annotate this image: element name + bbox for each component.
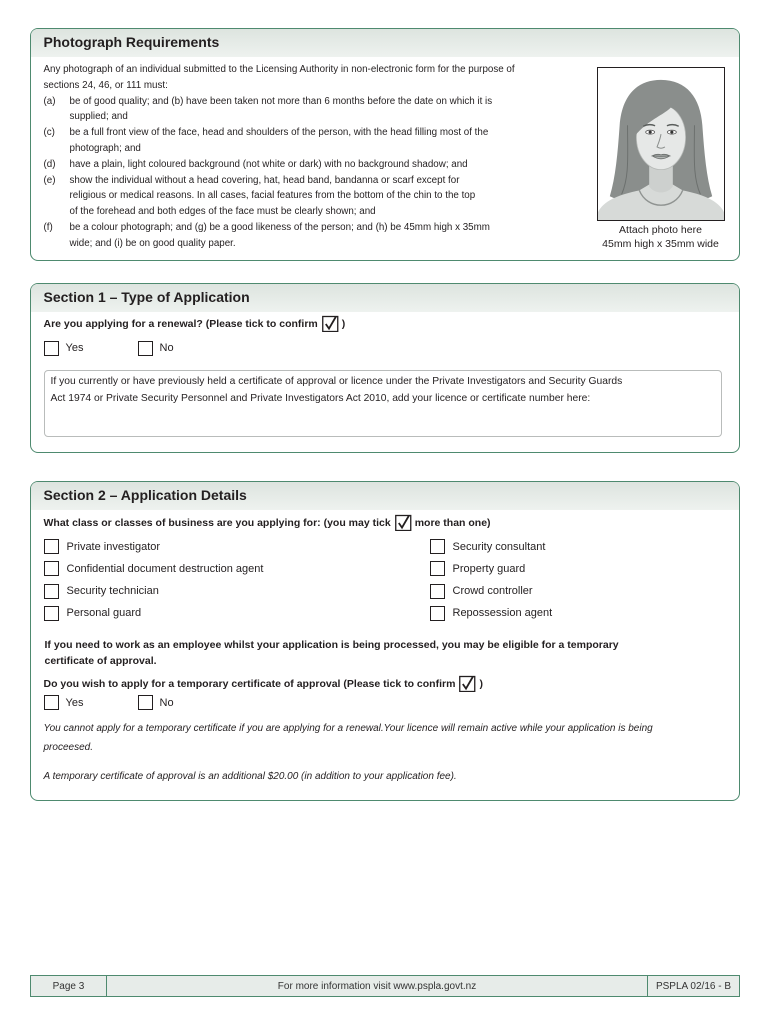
checkbox-label: Yes xyxy=(65,696,84,709)
requirement-item-c xyxy=(44,125,589,157)
page-footer xyxy=(30,975,740,997)
checkbox-label: Security consultant xyxy=(452,540,546,553)
option-no xyxy=(138,341,174,356)
panel-header xyxy=(31,482,739,510)
list-item xyxy=(44,558,264,580)
notice-line: If you need to work as an employee whilst your application is being processed, you may be eligible for a temporary xyxy=(44,638,619,651)
requirement-line: be a colour photograph; and (g) be a good likeness of the person; and (h) be 45mm high x 35mm xyxy=(69,221,490,233)
requirement-line: have a plain, light coloured background (not white or dark) with no background shadow; and xyxy=(69,158,468,170)
business-class-question xyxy=(44,514,491,532)
note-line: proceesed. xyxy=(43,742,93,753)
checkbox-security-technician[interactable] xyxy=(44,584,59,599)
item-label: (a) xyxy=(43,95,56,107)
checkbox-temporary-no[interactable] xyxy=(138,695,153,710)
list-item xyxy=(44,602,264,624)
list-item xyxy=(430,602,553,624)
tick-box-icon xyxy=(459,675,476,692)
photograph-requirements-panel xyxy=(30,28,740,261)
notice-line: certificate of approval. xyxy=(44,654,157,667)
checkbox-label: Private investigator xyxy=(66,540,161,553)
section-title: Section 1 – Type of Application xyxy=(43,289,250,305)
iris-left xyxy=(648,130,651,133)
checkbox-label: Repossession agent xyxy=(452,607,553,620)
checkbox-temporary-yes[interactable] xyxy=(44,695,59,710)
licence-number-field[interactable] xyxy=(44,370,722,437)
requirement-line: supplied; and xyxy=(69,111,128,123)
item-label: (f) xyxy=(43,221,53,233)
intro-line: Any photograph of an individual submitted to the Licensing Authority in non-electronic form for the purpose of xyxy=(43,64,515,75)
checkbox-label: Yes xyxy=(65,342,84,354)
checkbox-label: Personal guard xyxy=(66,607,142,620)
requirement-item-d xyxy=(44,157,589,173)
section-1-panel xyxy=(30,283,740,453)
temporary-certificate-question xyxy=(44,675,483,693)
photo-caption xyxy=(591,223,731,251)
photo-caption-line: 45mm high x 35mm wide xyxy=(602,238,719,250)
business-class-options xyxy=(44,535,734,625)
checkbox-personal-guard[interactable] xyxy=(44,606,59,621)
section-2-panel xyxy=(30,481,740,801)
requirement-line: be a full front view of the face, head and shoulders of the person, with the head filling most of the xyxy=(69,127,489,139)
business-class-column-left xyxy=(44,535,264,624)
question-text-end: more than one) xyxy=(414,516,491,529)
checkbox-private-investigator[interactable] xyxy=(44,539,59,554)
checkbox-renewal-yes[interactable] xyxy=(44,341,59,356)
option-yes xyxy=(44,341,84,356)
tick-box-icon xyxy=(395,514,412,531)
business-class-column-right xyxy=(430,535,553,624)
checkbox-label: Crowd controller xyxy=(452,585,533,598)
tick-box-icon xyxy=(322,315,339,332)
question-text-end: ) xyxy=(341,317,346,330)
panel-header xyxy=(31,29,739,57)
photo-attach-area[interactable] xyxy=(597,67,725,221)
checkbox-property-guard[interactable] xyxy=(430,561,445,576)
option-no xyxy=(138,695,174,710)
requirement-line: of the forehead and both edges of the face must be clearly shown; and xyxy=(69,206,376,218)
checkbox-label: Confidential document destruction agent xyxy=(66,562,264,575)
checkbox-label: Security technician xyxy=(66,585,159,598)
photo-caption-line: Attach photo here xyxy=(619,224,702,236)
item-text xyxy=(70,173,476,220)
intro-line: sections 24, 46, or 111 must: xyxy=(43,79,168,91)
question-text-end: ) xyxy=(479,677,483,690)
requirement-item-e xyxy=(44,173,589,220)
requirement-line: be of good quality; and (b) have been taken not more than 6 months before the date on which it is xyxy=(69,95,493,107)
section-title: Section 2 – Application Details xyxy=(43,487,247,503)
list-item xyxy=(430,558,553,580)
item-text xyxy=(70,94,493,126)
checkbox-security-consultant[interactable] xyxy=(430,539,445,554)
question-text: Are you applying for a renewal? (Please tick to confirm xyxy=(43,317,318,330)
note-line: You cannot apply for a temporary certificate if you are applying for a renewal.Your licence will remain active while your application is being xyxy=(43,723,653,734)
requirement-line: show the individual without a head covering, hat, head band, bandanna or scarf except for xyxy=(69,174,460,186)
item-label: (e) xyxy=(43,174,56,186)
item-label: (c) xyxy=(43,127,55,139)
requirement-item-f xyxy=(44,220,589,252)
temporary-certificate-notice xyxy=(45,637,737,669)
iris-right xyxy=(670,130,673,133)
requirement-line: photograph; and xyxy=(69,142,141,154)
renewal-question xyxy=(44,315,346,333)
checkbox-renewal-no[interactable] xyxy=(138,341,153,356)
panel-header xyxy=(31,284,739,312)
option-yes xyxy=(44,695,84,710)
note-line: A temporary certificate of approval is an additional $20.00 (in addition to your application fee). xyxy=(43,771,457,782)
list-item xyxy=(430,580,553,602)
checkbox-repossession-agent[interactable] xyxy=(430,606,445,621)
requirements-text xyxy=(44,62,589,252)
renewal-options xyxy=(44,341,244,356)
field-prompt-line: If you currently or have previously held a certificate of approval or licence under the Private Investigators and Security Guards xyxy=(50,375,623,387)
renewal-note xyxy=(44,719,736,757)
item-text xyxy=(70,157,468,173)
item-label: (d) xyxy=(43,158,56,170)
section-title: Photograph Requirements xyxy=(43,34,220,50)
checkbox-document-destruction-agent[interactable] xyxy=(44,561,59,576)
list-item xyxy=(430,535,553,557)
question-text: What class or classes of business are you applying for: (you may tick xyxy=(43,516,391,529)
checkbox-label: Property guard xyxy=(452,562,526,575)
requirement-item-a xyxy=(44,94,589,126)
list-item xyxy=(44,580,264,602)
field-prompt-line: Act 1974 or Private Security Personnel and Private Investigators Act 2010, add your licence or certificate number here: xyxy=(50,392,591,404)
list-item xyxy=(44,535,264,557)
checkbox-label: No xyxy=(159,342,174,354)
footer-info: For more information visit www.pspla.govt.nz xyxy=(277,980,477,992)
item-text xyxy=(70,220,490,252)
requirement-line: religious or medical reasons. In all cases, facial features from the bottom of the chin to the top xyxy=(69,190,476,202)
form-code: PSPLA 02/16 - B xyxy=(647,976,739,996)
temporary-options xyxy=(44,695,244,710)
requirement-line: wide; and (i) be on good quality paper. xyxy=(69,237,236,249)
question-text: Do you wish to apply for a temporary certificate of approval (Please tick to confirm xyxy=(43,677,456,690)
page-number: Page 3 xyxy=(31,976,107,996)
fee-note xyxy=(44,767,736,786)
item-text xyxy=(70,125,489,157)
checkbox-label: No xyxy=(159,696,174,709)
woman-portrait-illustration xyxy=(598,68,724,220)
checkbox-crowd-controller[interactable] xyxy=(430,584,445,599)
